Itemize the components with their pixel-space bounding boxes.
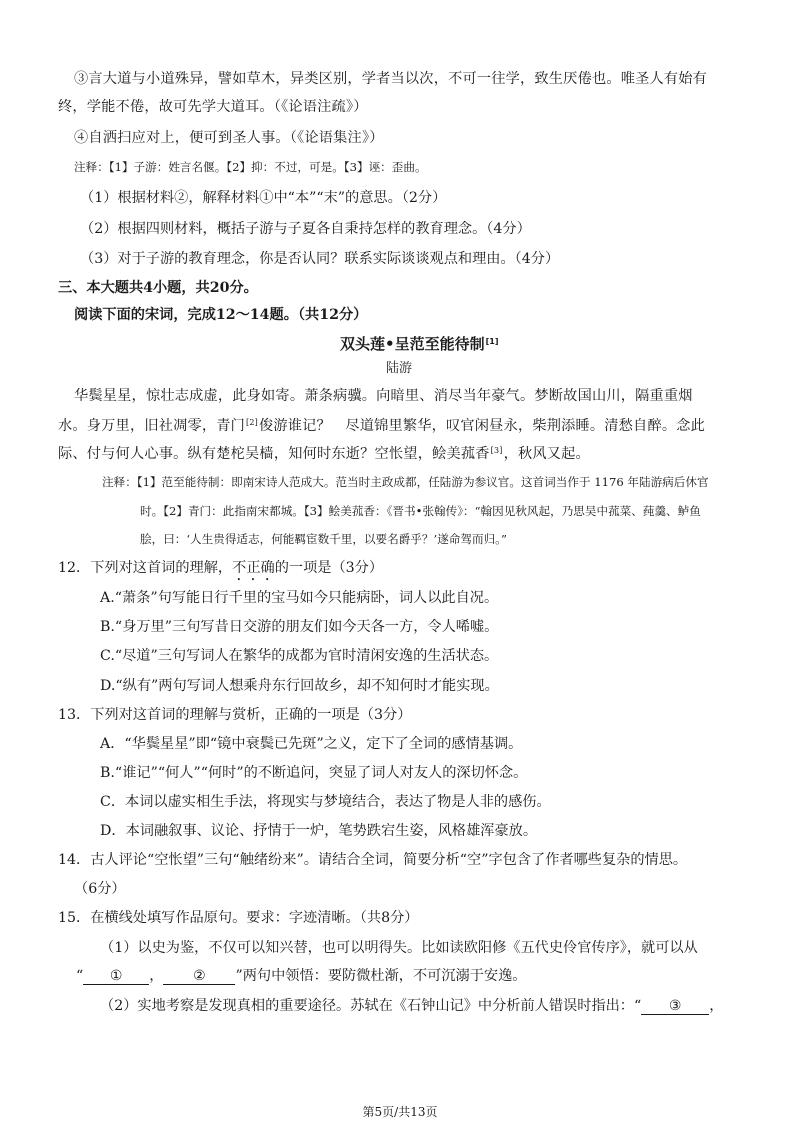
q12-emphasis: 不正确 <box>232 560 275 576</box>
q11-sub-3: （3）对于子游的教育理念，你是否认同？联系实际谈谈观点和理由。（4分） <box>80 251 560 267</box>
material-3-line-2: 终，学能不倦，故可先学大道耳。（《论语注疏》） <box>58 99 368 115</box>
q15-sub-2 <box>100 996 723 1016</box>
q12-option-c: C.“尽道”三句写词人在繁华的成都为官时清闲安逸的生活状态。 <box>100 648 499 664</box>
q13-option-b: B.“谁记”“何人”“何时”的不断追问，突显了词人对友人的深切怀念。 <box>100 765 528 781</box>
material-4: ④自洒扫应对上，便可到圣人事。（《论语集注》） <box>74 130 384 146</box>
q13-option-a: A．“华鬓星星”即“镜中衰鬓已先斑”之义，定下了全词的感情基调。 <box>100 736 523 752</box>
open-quote: “ <box>76 968 84 984</box>
q12-option-b: B.“身万里”三句写昔日交游的朋友们如今天各一方，令人唏嘘。 <box>100 619 499 635</box>
q14-score: （6分） <box>74 881 126 897</box>
q13-option-d: D．本词融叙事、议论、抒情于一炉，笔势跌宕生姿，风格雄浑豪放。 <box>100 823 538 839</box>
q14-stem: 14．古人评论“空怅望”三句“触绪纷来”。请结合全词，简要分析“空”字包含了作者哪些复杂的情思。 <box>58 852 688 868</box>
poem-title <box>340 332 499 354</box>
q12-stem <box>58 558 383 584</box>
q11-sub-2: （2）根据四则材料，概括子游与子夏各自秉持怎样的教育理念。（4分） <box>80 221 531 237</box>
poem-note-3: 脍，曰：‘人生贵得适志，何能羁宦数千里，以要名爵乎？’遂命驾而归。” <box>140 532 507 546</box>
q13-stem: 13．下列对这首词的理解与赏析，正确的一项是（3分） <box>58 707 412 723</box>
q13-option-c: C．本词以虚实相生手法，将现实与梦境结合，表达了物是人非的感伤。 <box>100 794 551 810</box>
q12-stem-pre: 12．下列对这首词的理解， <box>58 560 233 576</box>
q15-sub-2-text: （2）实地考察是发现真相的重要途径。苏轼在《石钟山记》中分析前人错误时指出：“ <box>100 998 642 1014</box>
poem-line-3 <box>58 441 590 464</box>
material-3-line-1: ③言大道与小道殊异，譬如草木，异类区别，学者当以次，不可一往学，致生厌倦也。唯圣人有始有 <box>74 71 708 87</box>
material-notes: 注释：【1】子游：姓言名偃。【2】抑：不过，可是。【3】诬：歪曲。 <box>74 160 427 174</box>
poem-line-2b: 俊游谁记？ 尽道锦里繁华，叹官闲昼永，柴荆添睡。清愁自醉。念此 <box>258 418 705 434</box>
q12-stem-post: 的一项是（3分） <box>274 560 384 576</box>
poem-note-2: 时。【2】青门：此指南宋都城。【3】鲙美菰香：《晋书•张翰传》：“翰因见秋风起，乃思吴中菰菜、莼羹、鲈鱼 <box>140 504 701 518</box>
q11-sub-1: （1）根据材料②，解释材料①中“本”“末”的意思。（2分） <box>80 190 447 206</box>
q15-sub-1-rest: ”两句中领悟：要防微杜渐，不可沉溺于安逸。 <box>235 968 527 984</box>
blank-separator: ， <box>149 968 164 984</box>
poem-intro: 阅读下面的宋词，完成12～14题。（共12分） <box>74 307 368 323</box>
q15-sub-1-blanks <box>76 966 526 986</box>
poem-line-2-ref: [2] <box>246 418 258 427</box>
page-number: 第5页/共13页 <box>362 1105 438 1119</box>
poem-line-2a: 水。身万里，旧社凋零，青门 <box>58 418 246 434</box>
poem-line-3b: ，秋风又起。 <box>503 446 590 462</box>
section-3-heading: 三、本大题共4小题，共20分。 <box>58 280 258 296</box>
poem-title-text: 双头莲•呈范至能待制 <box>340 335 485 353</box>
poem-line-2 <box>58 413 705 436</box>
answer-blank-2[interactable]: ② <box>163 968 235 985</box>
poem-author: 陆游 <box>386 361 413 376</box>
q15-stem: 15．在横线处填写作品原句。要求：字迹清晰。（共8分） <box>58 910 419 926</box>
poem-line-3-ref: [3] <box>490 446 503 455</box>
poem-note-1: 注释：【1】范至能待制：即南宋诗人范成大。范当时主政成都，任陆游为参议官。这首词当作于 1176 年陆游病后休官 <box>102 475 709 489</box>
q12-option-d: D.“纵有”两句写词人想乘舟东行回故乡，却不知何时才能实现。 <box>100 678 499 694</box>
q15-sub-1: （1）以史为鉴，不仅可以知兴替，也可以明得失。比如读欧阳修《五代史伶官传序》，就可以从 <box>100 940 698 956</box>
q15-sub-2-tail: ， <box>709 998 724 1014</box>
q12-option-a: A.“萧条”句写能日行千里的宝马如今只能病卧，词人以此自况。 <box>100 590 499 606</box>
poem-line-3a: 际、付与何人心事。纵有楚柁吴樯，知何时东逝？空怅望，鲙美菰香 <box>58 446 490 462</box>
poem-line-1: 华鬓星星，惊壮志成虚，此身如寄。萧条病骥。向暗里、消尽当年豪气。梦断故国山川，隔重重烟 <box>74 388 693 404</box>
poem-title-ref: [1] <box>485 337 499 346</box>
answer-blank-1[interactable]: ① <box>83 968 149 985</box>
answer-blank-3[interactable]: ③ <box>641 998 709 1015</box>
